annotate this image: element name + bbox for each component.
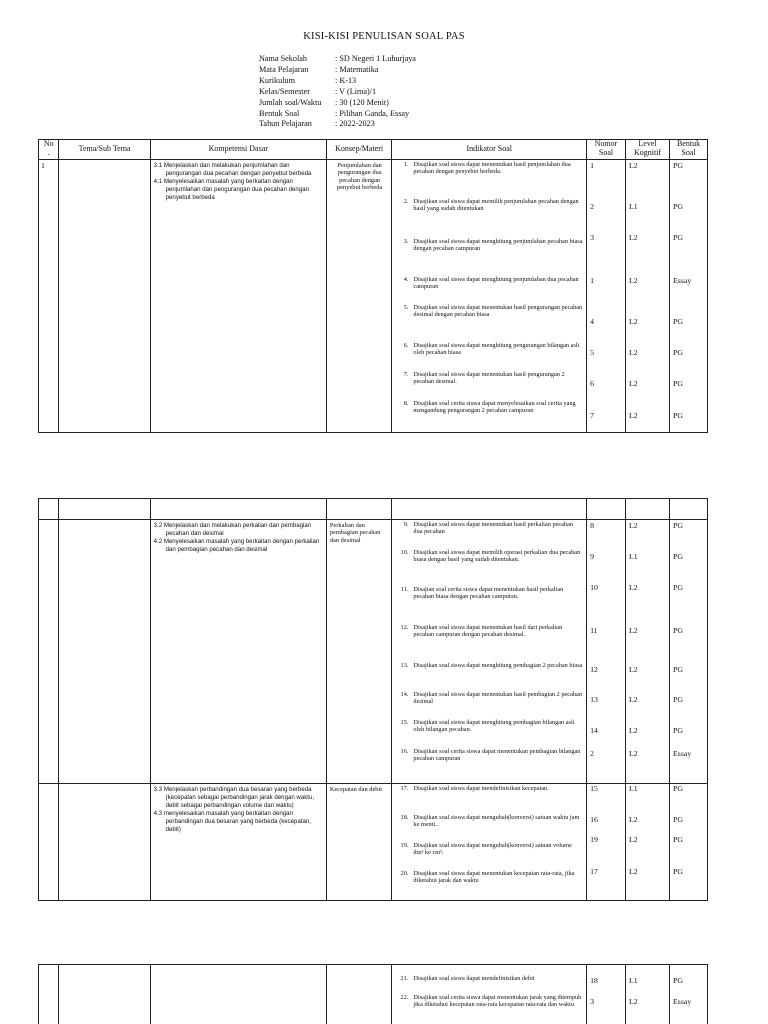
nomor-value: 11 [590,626,598,635]
nomor-value: 10 [590,583,598,592]
indikator-item: 3. Disajikan soal siswa dapat menghitung penjumlahan pecahan biasa dengan pecahan campuran [403,238,583,253]
bentuk-value: PG [673,835,683,844]
nomor-value: 5 [590,348,594,357]
bentuk-value: PG [673,665,683,674]
kd-text: 3.1 Menjelaskan dan melakukan penjumlahan dan pengurangan dua pecahan dengan penyebut berbeda [153,162,312,177]
nomor-value: 6 [590,379,594,388]
cell-bentuk [670,965,708,1024]
level-value: L2 [628,835,638,844]
bentuk-value: PG [673,552,683,561]
level-value: L2 [628,161,638,170]
cell-bentuk [670,784,708,901]
empty-cell [39,499,59,520]
bentuk-value: PG [673,379,683,388]
meta-label: Mata Pelajaran [259,64,309,74]
col-header-bentuk: Bentuk Soal [670,140,708,160]
cell-level [625,784,669,901]
meta-row [259,54,416,65]
indikator-item: 22. Disajikan soal cerita siswa dapat menentukan jarak yang ditempuh jika diketahui kecepatan rata-rata kecepatan rata-rata dan waktu [400,994,582,1009]
bentuk-value: PG [673,867,683,876]
bentuk-value: PG [673,317,683,326]
cell-nomor [587,520,626,784]
nomor-value: 1 [590,161,594,170]
level-value: L2 [628,867,638,876]
cell-no [39,520,59,784]
cell-kd [150,965,326,1024]
cell-nomor [587,784,626,901]
col-header-indikator: Indikator Soal [392,140,587,160]
nomor-value: 1 [590,276,594,285]
cell-level [625,160,669,433]
cell-indikator [392,520,587,784]
cell-indikator [392,784,587,901]
kd-text: 3.2 Menjelaskan dan melakukan perkalian dan pembagian pecahan dan desimal [153,522,312,537]
indikator-item: 16. Disajikan soal cerita siswa dapat menentukan pembagian bilangan pecahan campuran [400,748,581,763]
nomor-value: 2 [590,202,594,211]
kisi-table-page-1 [38,139,708,433]
cell-kd [150,160,326,433]
empty-cell [670,499,708,520]
nomor-value: 3 [590,233,594,242]
cell-kd [150,784,326,901]
cell-bentuk [670,520,708,784]
cell-indikator [392,965,587,1024]
cell-bentuk [670,160,708,433]
table-row [39,965,708,1024]
bentuk-value: Essay [673,749,692,758]
level-value: L2 [628,997,638,1006]
empty-cell [326,499,392,520]
level-value: L2 [628,665,638,674]
level-value: L2 [628,379,638,388]
table-row [39,520,708,784]
level-value: L1 [628,202,638,211]
level-value: L2 [628,726,638,735]
indikator-item: 14. Disajikan soal siswa dapat menentukan hasil pembagian 2 pecahan desimal [400,691,582,706]
level-value: L2 [628,521,638,530]
meta-label: Nama Sekolah [259,54,307,63]
level-value: L1 [628,552,638,561]
level-value: L2 [628,348,638,357]
cell-tema [59,520,150,784]
bentuk-value: PG [673,348,683,357]
level-value: L2 [628,276,638,285]
cell-no [39,784,59,901]
indikator-item: 20. Disajikan soal siswa dapat menentukan kecepatan rata-rata, jika diketahui jarak dan waktu [400,870,575,885]
meta-value: : 30 (120 Menit) [335,97,389,107]
indikator-item: 11. Disajian soal cerita siswa dapat menentukan hasil perkalian pecahan biasa dengan pecahan campuran. [400,586,564,601]
cell-level [625,965,669,1024]
document-meta [259,54,416,130]
col-header-kd: Kompetensi Dasar [150,140,326,160]
cell-materi [326,784,392,901]
indikator-item: 17. Disajikan soal siswa dapat mendefinisikan kecepatan. [400,785,549,792]
nomor-value: 14 [590,726,598,735]
meta-value: : K-13 [335,75,357,85]
nomor-value: 4 [590,317,594,326]
empty-cell [392,499,587,520]
level-value: L2 [628,749,638,758]
cell-kd [150,520,326,784]
meta-label: Kelas/Semester [259,86,310,96]
cell-tema [59,160,150,433]
empty-cell [587,499,626,520]
table-row [39,160,708,433]
nomor-value: 19 [590,835,598,844]
meta-row [259,109,416,120]
bentuk-value: Essay [673,276,692,285]
indikator-item: 8. Disajikan soal cerita siswa dapat menyelesaikan soal cerita yang mengandung pengurangan 2 pecahan campuran [403,400,576,415]
col-header-nomor: Nomor Soal [587,140,626,160]
empty-cell [150,499,326,520]
nomor-value: 18 [590,976,598,985]
meta-value: : SD Negeri 1 Luhurjaya [335,54,416,63]
nomor-value: 9 [590,552,594,561]
header-row-empty [39,499,708,520]
cell-tema [59,784,150,901]
meta-row [259,65,416,76]
empty-cell [625,499,669,520]
level-value: L1 [628,976,638,985]
cell-materi [326,965,392,1024]
materi-text: Kecepatan dan debit [329,786,383,793]
nomor-value: 16 [590,815,598,824]
bentuk-value: PG [673,784,683,793]
cell-indikator [392,160,587,433]
nomor-value: 2 [590,749,594,758]
nomor-value: 13 [590,695,598,704]
meta-row [259,119,416,130]
bentuk-value: PG [673,726,683,735]
col-header-no: No . [39,140,59,160]
kd-text: 3.3 Menjelaskan perbandingan dua besaran yang berbeda (kecepatan sebagai perbandingan jarak dengan waktu, debit sebagai perbandingan volume dan waktu) [153,786,315,809]
meta-row [259,98,416,109]
indikator-item: 5. Disajikan soal siswa dapat menentukan hasil pengurangan pecahan desimal dengan pecahan biasa [403,304,583,319]
bentuk-value: PG [673,202,683,211]
bentuk-value: PG [673,976,683,985]
nomor-value: 17 [590,867,598,876]
bentuk-value: PG [673,521,683,530]
nomor-value: 8 [590,521,594,530]
bentuk-value: PG [673,815,683,824]
meta-value: : V (Lima)/1 [335,86,377,96]
materi-text: Penjumlahan dan pengurangan dua pecahan dengan penyebut berbeda [337,162,383,192]
level-value: L2 [628,317,638,326]
meta-value: : Pilihan Ganda, Essay [335,108,410,118]
cell-nomor [587,965,626,1024]
level-value: L2 [628,233,638,242]
bentuk-value: PG [673,411,683,420]
cell-materi [326,520,392,784]
document-title: KISI-KISI PENULISAN SOAL PAS [303,31,465,42]
kd-text: 4.2 Menyelesaikan masalah yang berkaitan dengan perkalian dan pembagian pecahan dan desimal [153,537,320,553]
bentuk-value: PG [673,583,683,592]
bentuk-value: PG [673,233,683,242]
indikator-item: 7. Disajikan soal siswa dapat menentukan hasil pengurangan 2 pecahan desimal. [403,371,565,386]
indikator-item: 19. Disajikan soal siswa dapat mengubah(konversi) satuan volume dm³ ke cm³. [400,842,572,857]
indikator-item: 1. Disajikan soal siswa dapat menentukan hasil penjumlahan dua pecahan dengan penyebut berbeda. [403,161,571,176]
indikator-item: 9. Disajikan soal siswa dapat menentukan hasil perkalian pecahan dua pecahan [403,521,574,536]
indikator-item: 2. Disajikan soal siswa dapat memilih penjumlahan pecahan dengan hasil yang sudah ditentukan [403,198,579,213]
bentuk-value: PG [673,626,683,635]
level-value: L2 [628,411,638,420]
indikator-item: 13. Disajikan soal siswa dapat menghitung pembagian 2 pecahan biasa [400,662,583,669]
indikator-item: 21. Disajikan soal siswa dapat mendefinisikan debit [400,975,535,982]
meta-row [259,87,416,98]
col-header-level: Level Kognitif [625,140,669,160]
cell-tema [59,965,150,1024]
cell-no [39,965,59,1024]
kd-text: 4.1 Menyelesaikan masalah yang berkaitan dengan penjumlahan dan pengurangan dua pecahan dengan penyebut berbeda [153,177,309,201]
nomor-value: 7 [590,411,594,420]
level-value: L1 [628,784,638,793]
cell-materi [326,160,392,433]
cell-nomor [587,160,626,433]
kd-text: 4.3 menyelesaikan masalah yang berkaitan dengan perbandingan dua besaran yang berbeda (kecepatan, debit) [153,809,312,833]
indikator-item: 6. Disajikan soal siswa dapat menghitung pengurangan bilangan asli oleh pecahan biasa [403,342,580,357]
meta-row [259,76,416,87]
indikator-item: 12. Disajikan soal siswa dapat menentukan hasil dari perkalian pecahan campuran dengan pecahan desimal. [400,624,563,639]
level-value: L2 [628,815,638,824]
bentuk-value: PG [673,695,683,704]
nomor-value: 3 [590,997,594,1006]
level-value: L2 [628,695,638,704]
cell-no: 1 [39,160,59,433]
nomor-value: 15 [590,784,598,793]
indikator-item: 18. Disajikan soal siswa dapat mengubah(konversi) satuan waktu jam ke menit.. [400,814,580,829]
cell-level [625,520,669,784]
meta-label: Kurikulum [259,75,295,85]
nomor-value: 12 [590,665,598,674]
bentuk-value: PG [673,161,683,170]
col-header-tema: Tema/Sub Tema [59,140,150,160]
indikator-item: 4. Disajikan soal siswa dapat menghitung penjumlahan dua pecahan campuran [403,276,579,291]
table-row [39,784,708,901]
meta-label: Tahun Pelajaran [259,119,312,129]
empty-cell [59,499,150,520]
bentuk-value: Essay [673,997,692,1006]
kisi-table-page-3 [38,964,708,1024]
level-value: L2 [628,583,638,592]
indikator-item: 15. Disajikan soal siswa dapat menghitung pembagian bilangan asli oleh bilangan pecahan. [400,719,575,734]
meta-value: : 2022-2023 [335,119,375,129]
meta-label: Bentuk Soal [259,108,300,118]
col-header-materi: Konsep/Materi [326,140,392,160]
level-value: L2 [628,626,638,635]
materi-text: Perkalian dan pembagian pecahan dan desimal [329,522,381,544]
meta-value: : Matematika [335,64,379,74]
meta-label: Jumlah soal/Waktu [259,97,322,107]
indikator-item: 10. Disajikan soal siswa dapat memilih operasi perkalian dua pecahan biasa dengan hasil yang sudah ditentukan. [400,549,581,564]
kisi-table-page-2 [38,498,708,901]
header-row [39,140,708,160]
